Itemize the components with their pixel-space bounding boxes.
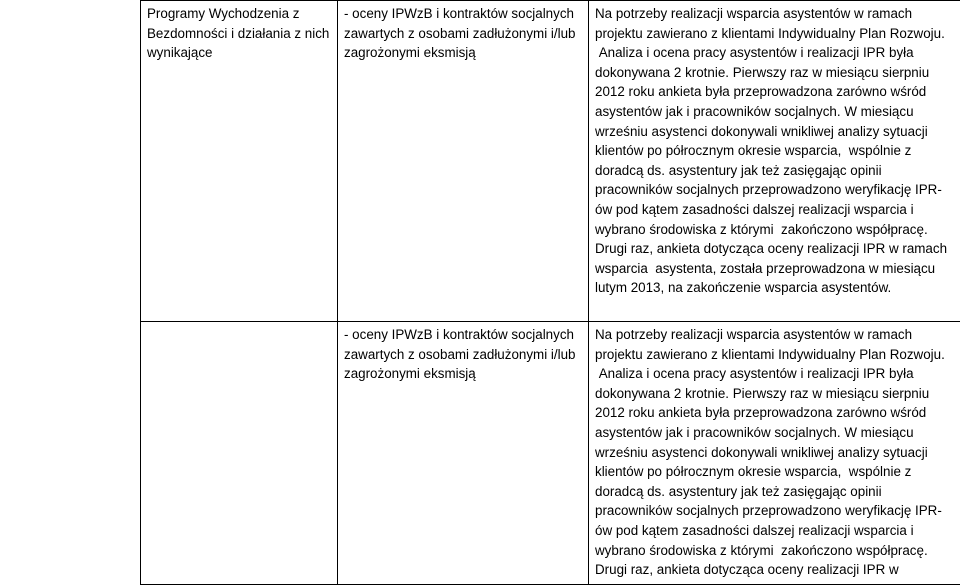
- description-text: Na potrzeby realizacji wsparcia asystentów w ramach projektu zawierano z klientami Indywidualny Plan Rozwoju. Analiza i ocena pracy asystentów i realizacji IPR była dokonywana 2 krotnie. Pierwszy raz w miesiącu sierpniu 2012 roku ankieta była przeprowadzona zarówno wśród asystentów jak i pracowników socjalnych. W miesiącu wrześniu asystenci dokonywali wnikliwej analizy sytuacji klientów po półrocznym okresie wsparcia, wspólnie z doradcą ds. asystentury jak też zasięgając opinii pracowników socjalnych przeprowadzono weryfikację IPR-ów pod kątem zasadności dalszej realizacji wsparcia i wybrano środowiska z którymi zakończono współpracę. Drugi raz, ankieta dotycząca oceny realizacji IPR w ramach wsparcia asystenta, została przeprowadzona w miesiącu lutym 2013, na zakończenie wsparcia asystentów.: [595, 4, 956, 298]
- description-cell: [589, 322, 960, 585]
- table-row: [141, 322, 960, 585]
- target-group-cell: [338, 322, 589, 585]
- target-group-text: - oceny IPWzB i kontraktów socjalnych zawartych z osobami zadłużonymi i/lub zagrożonymi eksmisją: [344, 4, 582, 63]
- table-row: [141, 1, 960, 322]
- program-cell: [141, 322, 338, 585]
- description-text: Na potrzeby realizacji wsparcia asystentów w ramach projektu zawierano z klientami Indywidualny Plan Rozwoju. Analiza i ocena pracy asystentów i realizacji IPR była dokonywana 2 krotnie. Pierwszy raz w miesiącu sierpniu 2012 roku ankieta była przeprowadzona zarówno wśród asystentów jak i pracowników socjalnych. W miesiącu wrześniu asystenci dokonywali wnikliwej analizy sytuacji klientów po półrocznym okresie wsparcia, wspólnie z doradcą ds. asystentury jak też zasięgając opinii pracowników socjalnych przeprowadzono weryfikację IPR-ów pod kątem zasadności dalszej realizacji wsparcia i wybrano środowiska z którymi zakończono współpracę. Drugi raz, ankieta dotycząca oceny realizacji IPR w: [595, 325, 956, 580]
- program-text: Programy Wychodzenia z Bezdomności i działania z nich wynikające: [147, 4, 331, 63]
- description-cell: [589, 1, 960, 322]
- target-group-text: - oceny IPWzB i kontraktów socjalnych zawartych z osobami zadłużonymi i/lub zagrożonymi eksmisją: [344, 325, 582, 384]
- document-table: [140, 0, 960, 585]
- program-cell: [141, 1, 338, 322]
- target-group-cell: [338, 1, 589, 322]
